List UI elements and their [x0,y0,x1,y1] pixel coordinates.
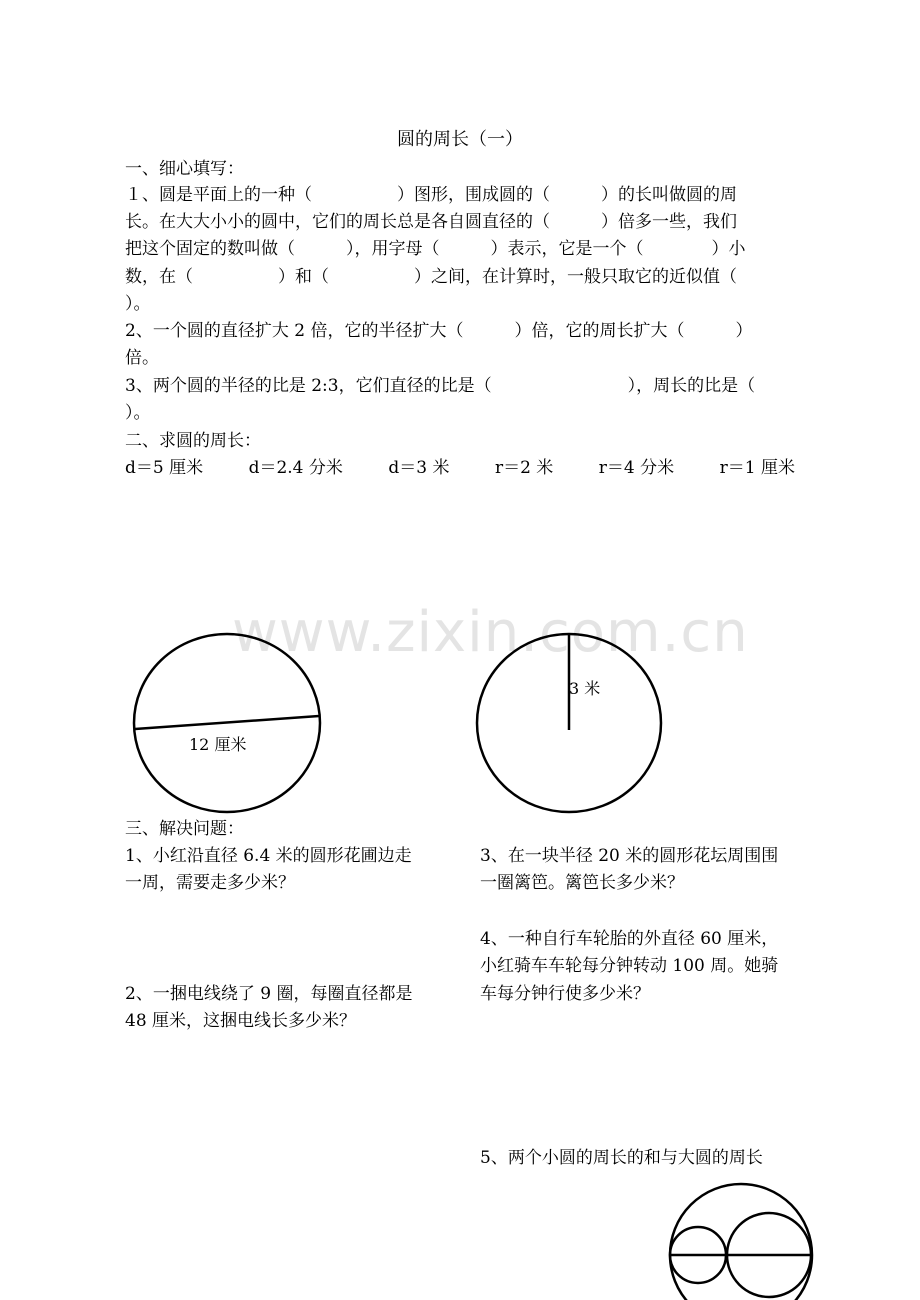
section2-heading: 二、求圆的周长： [125,431,261,451]
item-d2-4: d＝2.4 分米 [248,458,343,478]
diameter-line [135,716,319,729]
circle1-label: 12 厘米 [189,735,247,754]
p4-line1: 4、一种自行车轮胎的外直径 60 厘米， [480,929,779,949]
p5-line1: 5、两个小圆的周长的和与大圆的周长 [480,1148,763,1168]
p3-line2: 一圈篱笆。篱笆长多少米？ [480,873,684,893]
p4-line2: 小红骑车车轮每分钟转动 100 周。她骑 [480,956,779,976]
page-title: 圆的周长（一） [397,129,523,150]
q2-line1: 2、一个圆的直径扩大 2 倍，它的半径扩大（ ）倍，它的周长扩大（ ） [125,321,753,341]
q1-line2: 长。在大大小小的圆中，它们的周长总是各自圆直径的（ ）倍多一些，我们 [125,212,737,232]
circle-radius-figure [475,632,665,814]
circle2-label: 3 米 [569,679,601,698]
item-d3: d＝3 米 [388,458,450,478]
q2-line2: 倍。 [125,348,159,368]
q3-line2: ）。 [125,403,151,423]
q1-line5: ）。 [125,294,151,314]
p1-line2: 一周，需要走多少米？ [125,873,295,893]
section1-heading: 一、细心填写： [125,159,244,179]
item-d5: d＝5 厘米 [125,458,204,478]
two-circles-figure [668,1182,814,1300]
p4-line3: 车每分钟行使多少米？ [480,984,650,1004]
section3-heading: 三、解决问题： [125,819,244,839]
p2-line1: 2、一捆电线绕了 9 圈，每圈直径都是 [125,984,413,1004]
q3-line1: 3、两个圆的半径的比是 2:3，它们直径的比是（ ），周长的比是（ [125,376,756,396]
circumference-items [125,456,795,480]
p3-line1: 3、在一块半径 20 米的圆形花坛周围围 [480,846,779,866]
circle-diameter-figure [132,632,322,814]
item-r4: r＝4 分米 [598,458,675,478]
item-r1: r＝1 厘米 [719,458,795,478]
watermark: www.zixin.com.cn [232,600,749,665]
p1-line1: 1、小红沿直径 6.4 米的圆形花圃边走 [125,846,412,866]
q1-line3: 把这个固定的数叫做（ ），用字母（ ）表示，它是一个（ ）小 [125,239,746,259]
q1-line4: 数，在（ ）和（ ）之间，在计算时，一般只取它的近似值（ [125,267,737,287]
q1-line1: １、圆是平面上的一种（ ）图形，围成圆的（ ）的长叫做圆的周 [125,185,737,205]
item-r2: r＝2 米 [494,458,554,478]
p2-line2: 48 厘米，这捆电线长多少米？ [125,1011,357,1031]
